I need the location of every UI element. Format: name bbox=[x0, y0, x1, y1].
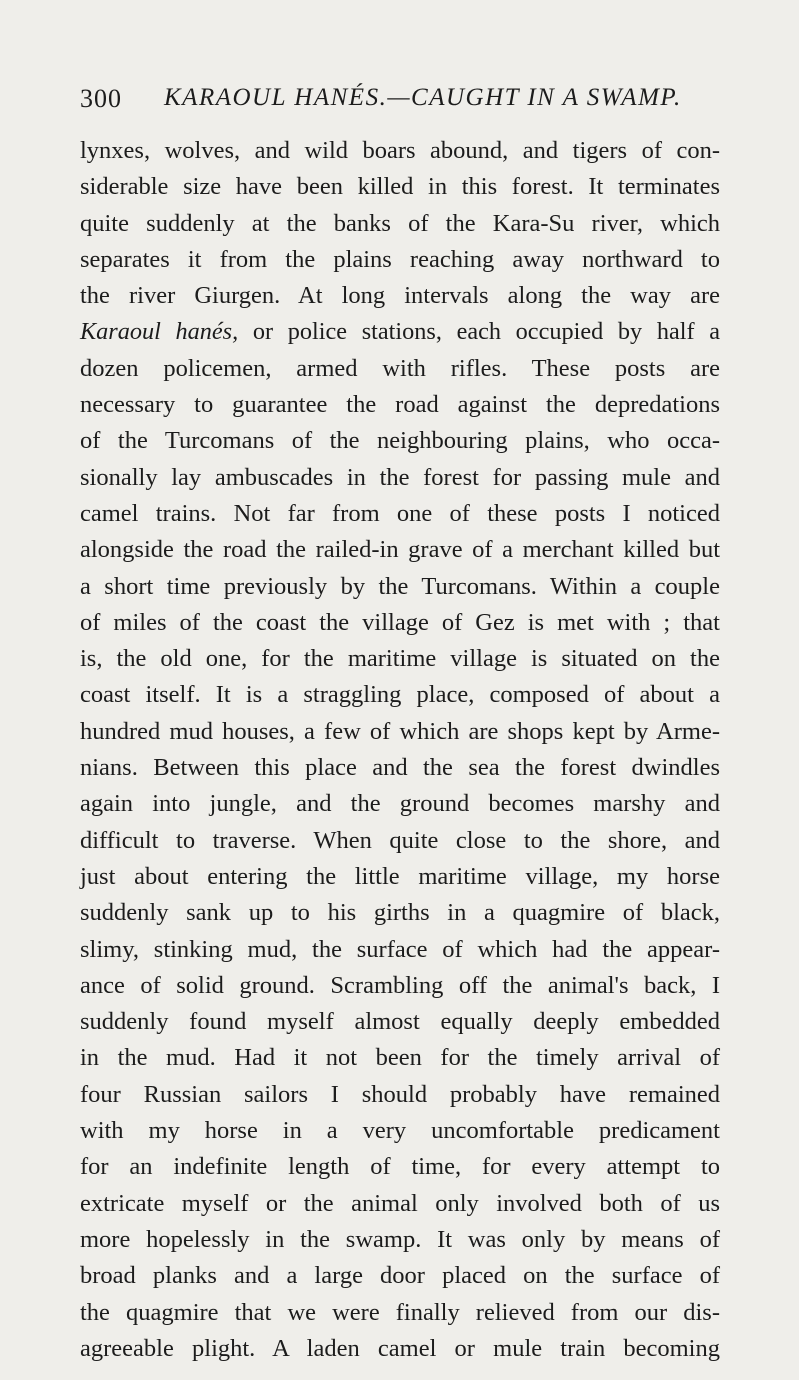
text-line: sionally lay ambuscades in the forest for passing mule and bbox=[80, 463, 720, 491]
text-line: with my horse in a very uncomfortable predicament bbox=[80, 1117, 720, 1145]
page-number: 300 bbox=[80, 84, 122, 113]
text-line: separates it from the plains reaching away northward to bbox=[80, 245, 720, 273]
text-line: alongside the road the railed-in grave of a merchant killed but bbox=[80, 536, 720, 564]
text-line: four Russian sailors I should probably have remained bbox=[80, 1080, 720, 1108]
text-line: ance of solid ground. Scrambling off the animal's back, I bbox=[80, 971, 720, 999]
text-line: again into jungle, and the ground becomes marshy and bbox=[80, 790, 720, 818]
text-line: camel trains. Not far from one of these posts I noticed bbox=[80, 499, 720, 527]
text-line: dozen policemen, armed with rifles. These posts are bbox=[80, 354, 720, 382]
italic-term: Karaoul hanés, bbox=[80, 318, 239, 346]
body-text bbox=[80, 133, 720, 1367]
text-line: for an indefinite length of time, for every attempt to bbox=[80, 1153, 720, 1181]
text-line: in the mud. Had it not been for the timely arrival of bbox=[80, 1044, 720, 1072]
text-line: coast itself. It is a straggling place, composed of about a bbox=[80, 681, 720, 709]
text-line: quite suddenly at the banks of the Kara-Su river, which bbox=[80, 209, 720, 237]
text-line-remainder: or police stations, each occupied by half a bbox=[252, 318, 720, 346]
text-line: more hopelessly in the swamp. It was only by means of bbox=[80, 1225, 720, 1253]
text-line: of miles of the coast the village of Gez is met with ; that bbox=[80, 608, 720, 636]
text-line-with-italic bbox=[80, 314, 720, 350]
text-line: just about entering the little maritime village, my horse bbox=[80, 862, 720, 890]
text-line: broad planks and a large door placed on the surface of bbox=[80, 1262, 720, 1290]
text-line: slimy, stinking mud, the surface of which had the appear- bbox=[80, 935, 720, 963]
text-line: the river Giurgen. At long intervals along the way are bbox=[80, 282, 720, 310]
text-line: agreeable plight. A laden camel or mule train becoming bbox=[80, 1334, 720, 1362]
page-header bbox=[80, 84, 720, 118]
text-line: hundred mud houses, a few of which are shops kept by Arme- bbox=[80, 717, 720, 745]
text-line: the quagmire that we were finally relieved from our dis- bbox=[80, 1298, 720, 1326]
text-line: difficult to traverse. When quite close to the shore, and bbox=[80, 826, 720, 854]
text-line: suddenly sank up to his girths in a quagmire of black, bbox=[80, 899, 720, 927]
text-line: necessary to guarantee the road against the depredations bbox=[80, 391, 720, 419]
text-line: extricate myself or the animal only involved both of us bbox=[80, 1189, 720, 1217]
text-line: nians. Between this place and the sea the forest dwindles bbox=[80, 754, 720, 782]
text-line: is, the old one, for the maritime village is situated on the bbox=[80, 645, 720, 673]
text-line: of the Turcomans of the neighbouring plains, who occa- bbox=[80, 427, 720, 455]
running-head: KARAOUL HANÉS.—CAUGHT IN A SWAMP. bbox=[164, 84, 682, 111]
text-line: a short time previously by the Turcomans. Within a couple bbox=[80, 572, 720, 600]
text-line: suddenly found myself almost equally deeply embedded bbox=[80, 1008, 720, 1036]
text-line: siderable size have been killed in this forest. It terminates bbox=[80, 173, 720, 201]
text-line: lynxes, wolves, and wild boars abound, and tigers of con- bbox=[80, 137, 720, 164]
